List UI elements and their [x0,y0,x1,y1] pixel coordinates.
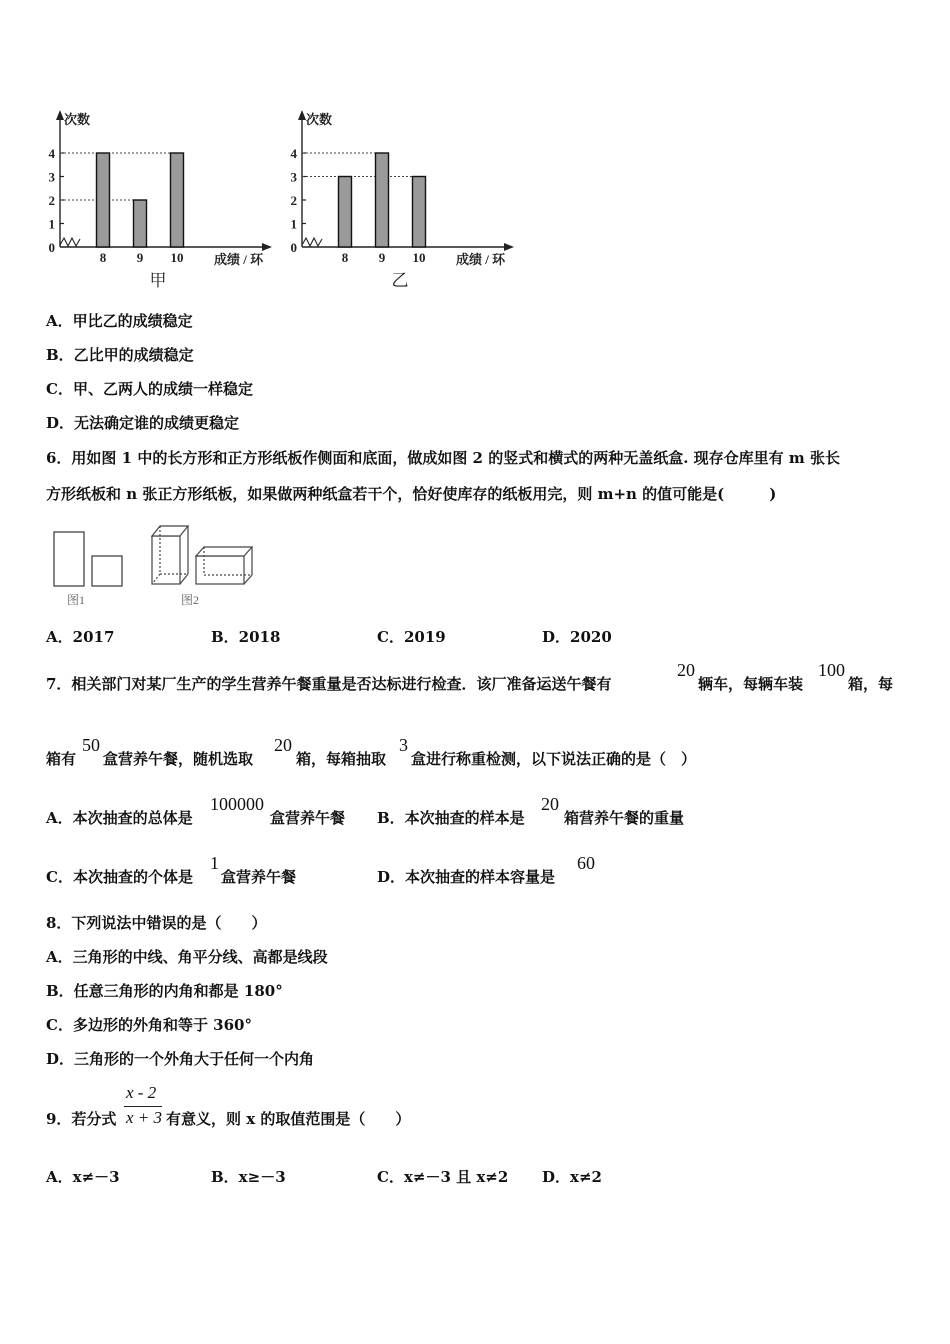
bar-8 [339,177,352,248]
x-tick-label: 8 [341,250,349,265]
q9-stem-post: 有意义，则 x 的取值范围是（ ） [166,1110,411,1128]
q8-option-a: A．三角形的中线、角平分线、高都是线段 [46,948,328,966]
x-axis-label: 成绩 / 环 [214,252,264,267]
axis-break [60,238,80,246]
q7-option-b-pre: B．本次抽查的样本是 [377,809,525,827]
q5-option-d: D．无法确定谁的成绩更稳定 [46,414,240,432]
y-axis-label: 次数 [306,112,333,127]
y-tick-label: 1 [48,216,55,232]
chart-jia [40,100,280,300]
q7-stem-part1: 7．相关部门对某厂生产的学生营养午餐重量是否达标进行检查．该厂准备运送午餐有 [46,675,612,693]
y-tick-label: 2 [290,193,297,208]
x-tick-label: 8 [99,250,107,265]
fig2-vertical-box [152,526,188,584]
q7-num-meals: 50 [82,735,100,755]
q7-stem-part4: 箱有 [46,750,77,768]
q7-option-d-pre: D．本次抽查的样本容量是 [377,868,556,886]
fig1-label: 图1 [66,593,86,607]
bar-9 [376,153,389,247]
y-tick-label: 1 [290,216,297,232]
y-tick-label: 4 [290,146,297,161]
q8-option-b: B．任意三角形的内角和都是 180° [46,982,283,1000]
x-axis-arrow [504,243,514,251]
y-tick-label: 0 [290,240,297,255]
bar-9 [134,200,147,247]
q7-stem-part2: 辆车，每辆车装 [698,675,804,693]
q6-stem-line2: 方形纸板和 n 张正方形纸板，如果做两种纸盒若干个，恰好使库存的纸板用完，则 m+n 的值可能是( ) [46,485,777,503]
q6-option-b: B．2018 [211,628,281,646]
q6-option-c: C．2019 [377,628,446,646]
q9-numerator: x - 2 [126,1083,157,1102]
x-tick-label: 10 [412,250,426,265]
chart-caption: 甲 [149,271,167,290]
fig2-horizontal-box [196,547,252,584]
q8-option-c: C．多边形的外角和等于 360° [46,1016,252,1034]
bar-10 [413,177,426,248]
q8-stem: 8．下列说法中错误的是（ ） [46,914,267,932]
fig1-rectangle [54,532,84,586]
chart-yi [282,100,522,300]
q9-denominator: x + 3 [126,1108,163,1127]
q9-stem-pre: 9．若分式 [46,1110,117,1128]
q7-stem-part6: 箱，每箱抽取 [296,750,387,768]
q7-option-d-num: 60 [577,853,595,873]
q9-option-d: D．x≠2 [542,1168,602,1186]
q7-num-selected: 20 [274,735,292,755]
q6-figure [48,522,268,612]
bar-8 [97,153,110,247]
x-tick-label: 10 [170,250,184,265]
q7-option-b-num: 20 [541,794,559,814]
y-axis-label: 次数 [64,112,91,127]
q6-option-a: A．2017 [46,628,115,646]
x-tick-label: 9 [136,250,144,265]
y-axis-arrow [298,110,306,120]
y-axis-arrow [56,110,64,120]
q6-option-d: D．2020 [542,628,612,646]
fig2-label: 图2 [180,593,200,607]
y-tick-label: 4 [48,146,55,161]
q9-option-b: B．x≥－3 [211,1168,286,1186]
axis-break [302,238,322,246]
chart-caption: 乙 [391,271,409,290]
q9-option-c: C．x≠－3 且 x≠2 [377,1168,509,1186]
x-axis-arrow [262,243,272,251]
q7-stem-part7: 盒进行称重检测，以下说法正确的是（ ） [411,750,697,768]
q7-option-c-num: 1 [210,853,219,873]
q7-stem-part5: 盒营养午餐，随机选取 [103,750,254,768]
q5-option-a: A．甲比乙的成绩稳定 [46,312,193,330]
q9-option-a: A．x≠－3 [46,1168,120,1186]
q7-option-b-post: 箱营养午餐的重量 [564,809,685,827]
q7-stem-part3: 箱，每 [848,675,894,693]
y-tick-label: 0 [48,240,55,255]
x-axis-label: 成绩 / 环 [456,252,506,267]
y-tick-label: 3 [290,169,297,185]
q7-num-cars: 20 [677,660,695,680]
q9-fraction-bar [124,1106,162,1107]
q5-option-b: B．乙比甲的成绩稳定 [46,346,194,364]
q7-option-a-pre: A．本次抽查的总体是 [46,809,193,827]
q7-option-a-post: 盒营养午餐 [270,809,346,827]
fig1-square [92,556,122,586]
q7-option-c-pre: C．本次抽查的个体是 [46,868,193,886]
q7-option-a-num: 100000 [210,794,264,814]
q7-num-sampled: 3 [399,735,408,755]
q8-option-d: D．三角形的一个外角大于任何一个内角 [46,1050,315,1068]
y-tick-label: 3 [48,169,55,185]
q5-option-c: C．甲、乙两人的成绩一样稳定 [46,380,253,398]
bar-10 [171,153,184,247]
x-tick-label: 9 [378,250,386,265]
y-tick-label: 2 [48,193,55,208]
q6-stem-line1: 6．用如图 1 中的长方形和正方形纸板作侧面和底面，做成如图 2 的竖式和横式的两种无盖纸盒. 现存仓库里有 m 张长 [46,449,840,467]
q7-num-boxes: 100 [818,660,845,680]
q7-option-c-post: 盒营养午餐 [221,868,297,886]
